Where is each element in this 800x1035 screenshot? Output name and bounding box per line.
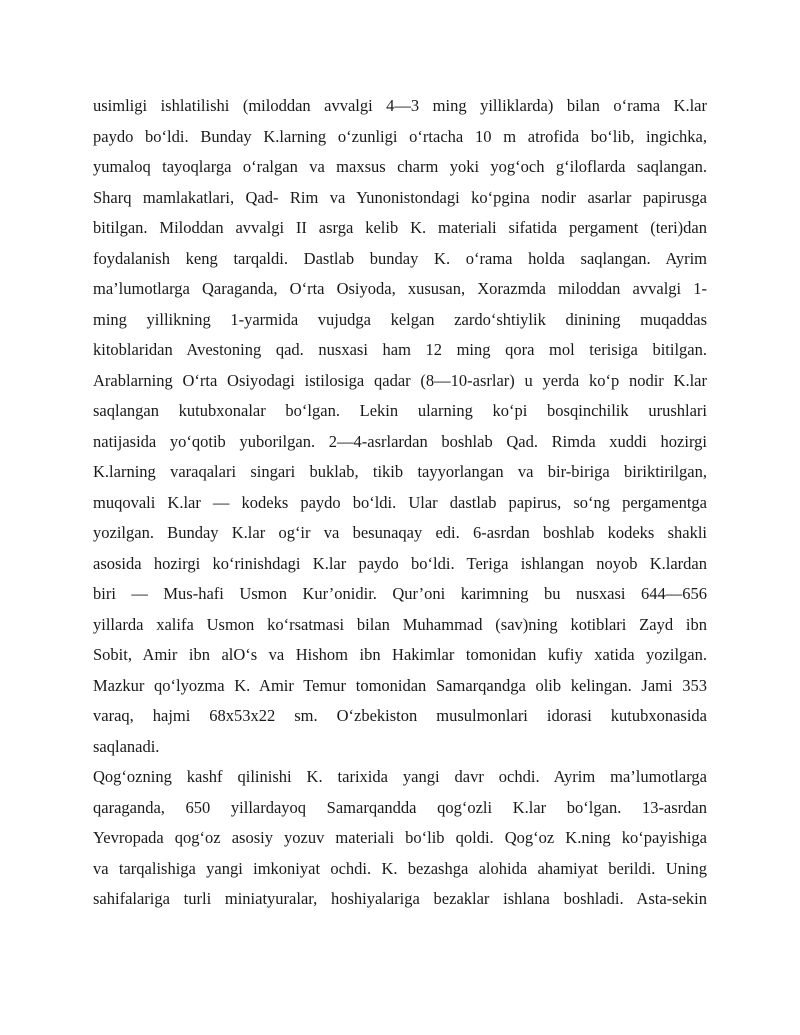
text-line: varaq, hajmi 68x53x22 sm. O‘zbekiston musulmonlari idorasi kutubxonasida	[93, 706, 707, 725]
text-line: asosida hozirgi ko‘rinishdagi K.lar paydo bo‘ldi. Teriga ishlangan noyob K.lardan	[93, 553, 707, 573]
text-line: qaraganda, 650 yillardayoq Samarqandda qog‘ozli K.lar bo‘lgan. 13-asrdan	[93, 797, 707, 817]
body-text	[93, 91, 707, 915]
text-line: saqlanadi.	[93, 736, 160, 756]
text-line: usimligi ishlatilishi (miloddan avvalgi 4—3 ming yilliklarda) bilan o‘rama K.lar	[93, 96, 707, 115]
text-line: yillarda xalifa Usmon ko‘rsatmasi bilan Muhammad (sav)ning kotiblari Zayd ibn	[93, 614, 707, 634]
text-line: Mazkur qo‘lyozma K. Amir Temur tomonidan Samarqandga olib kelingan. Jami 353	[93, 675, 707, 695]
text-line: natijasida yo‘qotib yuborilgan. 2—4-asrlardan boshlab Qad. Rimda xuddi hozirgi	[93, 431, 707, 451]
text-line: K.larning varaqalari singari buklab, tikib tayyorlangan va bir-biriga biriktirilgan,	[93, 462, 707, 481]
text-line: saqlangan kutubxonalar bo‘lgan. Lekin ularning ko‘pi bosqinchilik urushlari	[93, 401, 707, 420]
text-line: Sobit, Amir ibn alO‘s va Hishom ibn Hakimlar tomonidan kufiy xatida yozilgan.	[93, 645, 707, 664]
text-line: ming yillikning 1-yarmida vujudga kelgan zardo‘shtiylik dinining muqaddas	[93, 309, 707, 329]
text-line: biri — Mus-hafi Usmon Kur’onidir. Qur’oni karimning bu nusxasi 644—656	[93, 584, 707, 603]
text-line: ma’lumotlarga Qaraganda, O‘rta Osiyoda, xususan, Xorazmda miloddan avvalgi 1-	[93, 279, 707, 298]
text-line: foydalanish keng tarqaldi. Dastlab bunday K. o‘rama holda saqlangan. Ayrim	[93, 248, 707, 268]
text-line: yumaloq tayoqlarga o‘ralgan va maxsus charm yoki yog‘och g‘iloflarda saqlangan.	[93, 157, 707, 176]
text-line: va tarqalishiga yangi imkoniyat ochdi. K. bezashga alohida ahamiyat berildi. Uning	[93, 858, 707, 878]
text-line: Qog‘ozning kashf qilinishi K. tarixida yangi davr ochdi. Ayrim ma’lumotlarga	[93, 767, 707, 786]
text-line: sahifalariga turli miniatyuralar, hoshiyalariga bezaklar ishlana boshladi. Asta-sekin	[93, 889, 707, 908]
text-line: Sharq mamlakatlari, Qad- Rim va Yunonistondagi ko‘pgina nodir asarlar papirusga	[93, 187, 707, 207]
text-line: yozilgan. Bunday K.lar og‘ir va besunaqay edi. 6-asrdan boshlab kodeks shakli	[93, 523, 707, 542]
text-line: Yevropada qog‘oz asosiy yozuv materiali bo‘lib qoldi. Qog‘oz K.ning ko‘payishiga	[93, 828, 707, 847]
text-line: muqovali K.lar — kodeks paydo bo‘ldi. Ular dastlab papirus, so‘ng pergamentga	[93, 492, 707, 512]
text-line: kitoblaridan Avestoning qad. nusxasi ham 12 ming qora mol terisiga bitilgan.	[93, 340, 707, 359]
text-line: bitilgan. Miloddan avvalgi II asrga kelib K. materiali sifatida pergament (teri)dan	[93, 218, 707, 237]
text-line: paydo bo‘ldi. Bunday K.larning o‘zunligi o‘rtacha 10 m atrofida bo‘lib, ingichka,	[93, 126, 707, 146]
text-line: Arablarning O‘rta Osiyodagi istilosiga qadar (8—10-asrlar) u yerda ko‘p nodir K.lar	[93, 370, 707, 390]
